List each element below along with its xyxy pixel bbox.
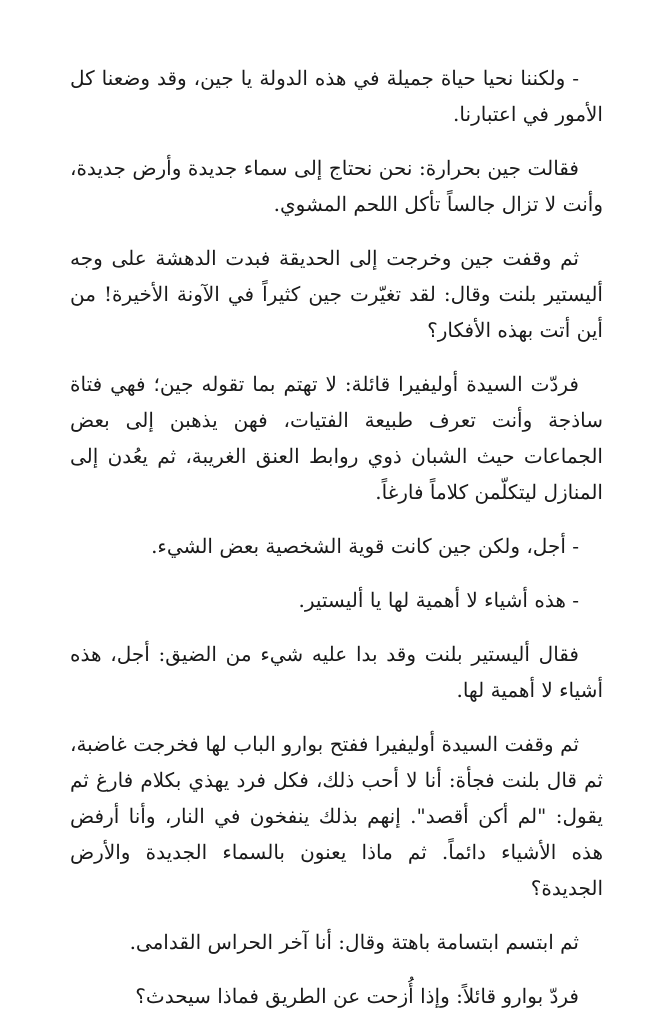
paragraph-1: - ولكننا نحيا حياة جميلة في هذه الدولة يا جين، وقد وضعنا كل الأمور في اعتبارنا. xyxy=(70,66,603,126)
paragraph-7: فقال أليستير بلنت وقد بدا عليه شيء من الضيق: أجل، هذه أشياء لا أهمية لها. xyxy=(70,642,603,702)
paragraph-5: - أجل، ولكن جين كانت قوية الشخصية بعض الشيء. xyxy=(151,534,579,558)
paragraph-10: فردّ بوارو قائلاً: وإذا أُزحت عن الطريق فماذا سيحدث؟ xyxy=(135,984,579,1008)
page-text xyxy=(70,60,603,1032)
paragraph-9: ثم ابتسم ابتسامة باهتة وقال: أنا آخر الحراس القدامى. xyxy=(129,930,579,954)
paragraph-8: ثم وقفت السيدة أوليفيرا ففتح بوارو الباب لها فخرجت غاضبة، ثم قال بلنت فجأة: أنا لا أحب ذلك، فكل فرد يهذي بكلام فارغ ثم يقول: "لم أكن أقصد". إنهم بذلك ينفخون في النار، وأنا أرفض هذه الأشياء دائماً. ثم ماذا يعنون بالسماء الجديدة والأرض الجديدة؟ xyxy=(70,732,603,900)
paragraph-4: فردّت السيدة أوليفيرا قائلة: لا تهتم بما تقوله جين؛ فهي فتاة ساذجة وأنت تعرف طبيعة الفتيات، فهن يذهبن إلى بعض الجماعات حيث الشبان ذوي روابط العنق الغريبة، ثم يعُدن إلى المنازل ليتكلّمن كلاماً فارغاً. xyxy=(70,372,603,504)
paragraph-2: فقالت جين بحرارة: نحن نحتاج إلى سماء جديدة وأرض جديدة، وأنت لا تزال جالساً تأكل اللحم المشوي. xyxy=(70,156,603,216)
paragraph-6: - هذه أشياء لا أهمية لها يا أليستير. xyxy=(298,588,579,612)
paragraph-3: ثم وقفت جين وخرجت إلى الحديقة فبدت الدهشة على وجه أليستير بلنت وقال: لقد تغيّرت جين كثيراً في الآونة الأخيرة! من أين أتت بهذه الأفكار؟ xyxy=(70,246,603,342)
